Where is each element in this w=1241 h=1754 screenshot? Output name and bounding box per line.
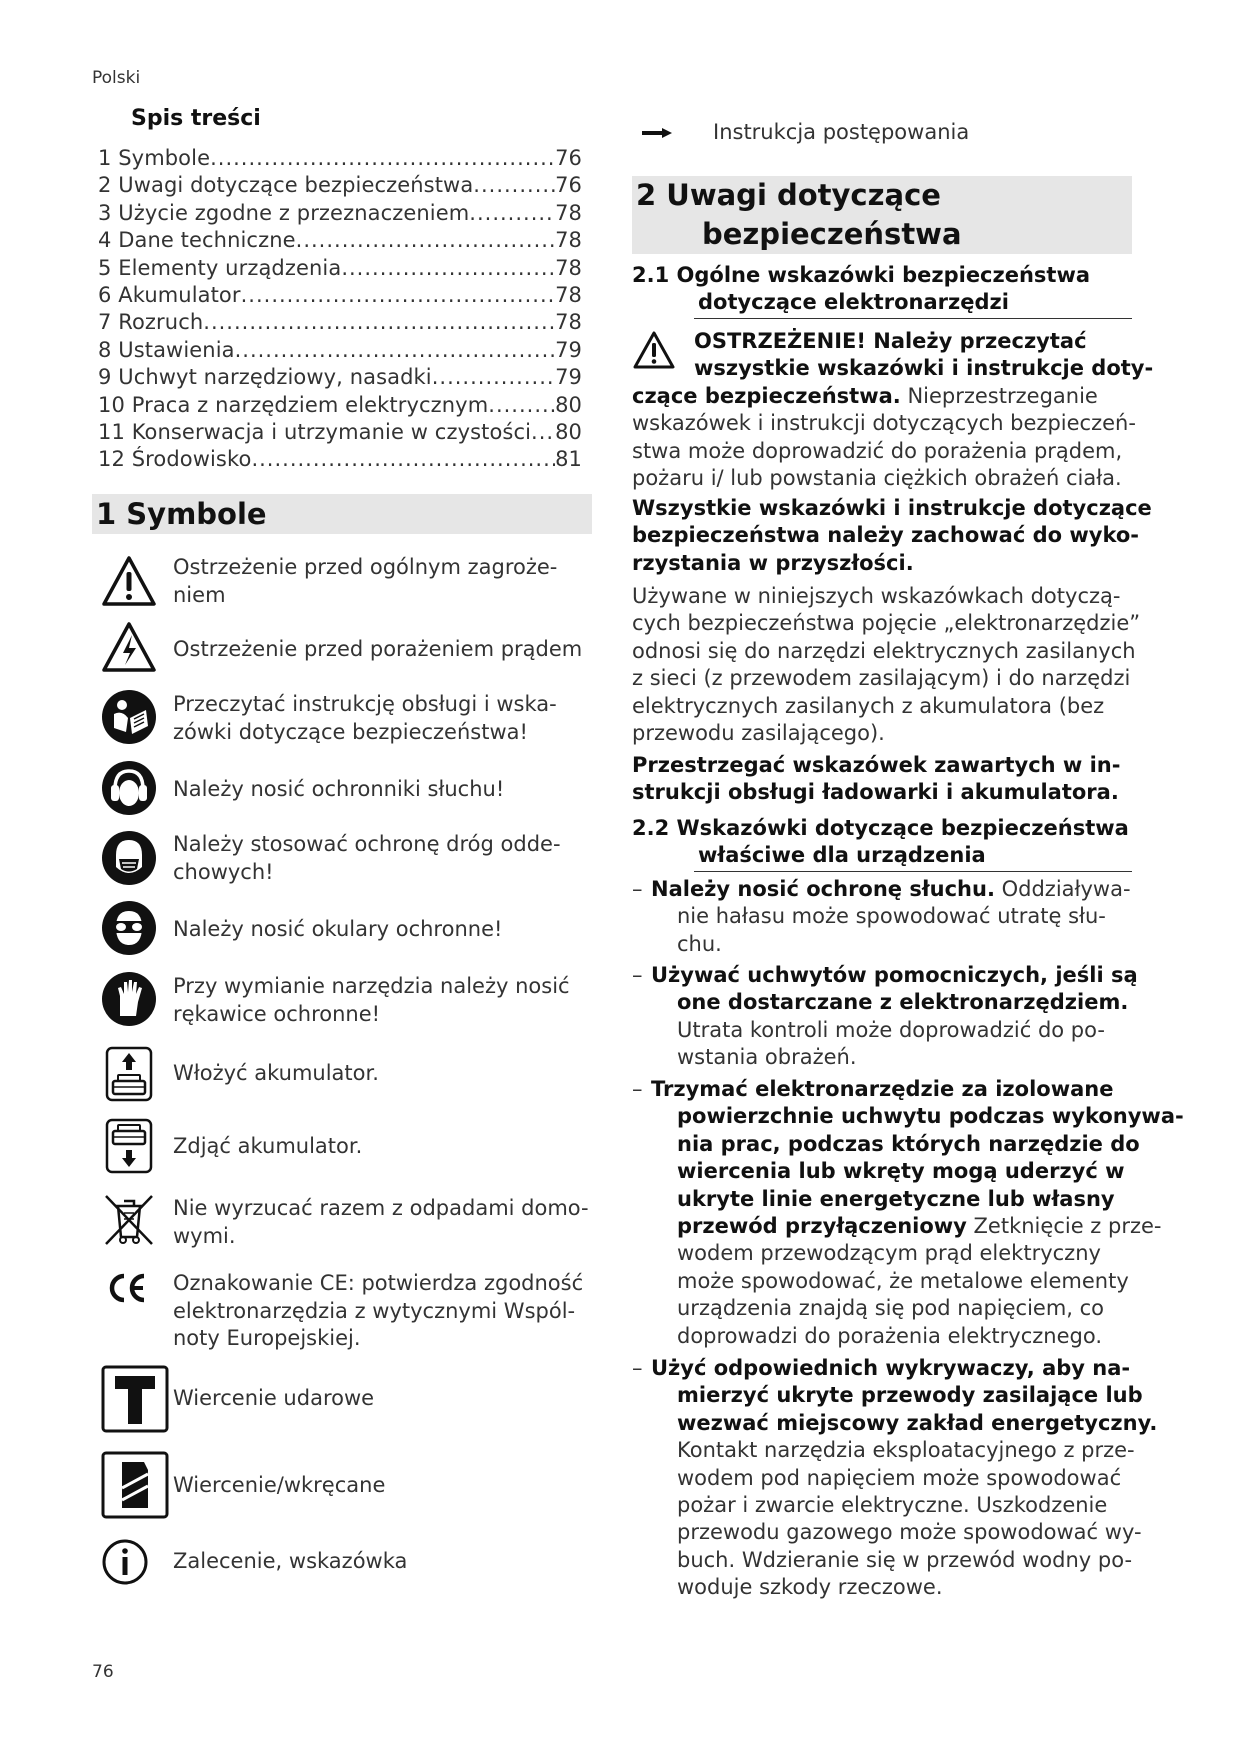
warning-bold-tail: czące bezpieczeństwa. bbox=[632, 383, 901, 408]
toc-item-label: 6 Akumulator bbox=[98, 282, 241, 307]
symbol-text-line: chowych! bbox=[173, 859, 274, 884]
symbol-description bbox=[173, 776, 588, 804]
toc-item[interactable] bbox=[98, 393, 582, 420]
symbol-text-line: Włożyć akumulator. bbox=[173, 1061, 379, 1085]
charger-instructions-paragraph bbox=[632, 752, 1132, 807]
bullet-text: Zetknięcie z prze- bbox=[966, 1214, 1162, 1239]
toc-item-label: 3 Użycie zgodne z przeznaczeniem bbox=[98, 200, 470, 225]
bullet-dash: – bbox=[632, 963, 643, 987]
bullet-bold-text: ukryte linie energetyczne lub własny bbox=[677, 1186, 1115, 1211]
warning-paragraph bbox=[632, 328, 1154, 492]
safety-goggles-icon bbox=[100, 899, 158, 957]
symbol-text-line: niem bbox=[173, 582, 226, 607]
text-line: wodem przewodzącym prąd elektryczny bbox=[677, 1241, 1101, 1266]
text-line: elektrycznych zasilanych z akumulatora (bez bbox=[632, 693, 1105, 718]
heading-line: 2.2 Wskazówki dotyczące bezpieczeństwa bbox=[632, 816, 1129, 840]
toc-item[interactable] bbox=[98, 173, 582, 200]
insert-battery-icon bbox=[100, 1045, 158, 1103]
symbol-text-line: wymi. bbox=[173, 1223, 236, 1248]
text-line: Używane w niniejszych wskazówkach dotyczą- bbox=[632, 584, 1121, 608]
page-number: 76 bbox=[92, 1662, 114, 1682]
text-line: Wszystkie wskazówki i instrukcje dotyczące bbox=[632, 496, 1152, 520]
heading-line: dotyczące elektronarzędzi bbox=[698, 290, 1009, 314]
bullet-bold-text: mierzyć ukryte przewody zasilające lub bbox=[677, 1383, 1143, 1408]
toc-item-page: 81 bbox=[555, 447, 582, 472]
subsection-2-2-heading bbox=[632, 815, 1132, 869]
toc-item-page: 79 bbox=[555, 365, 582, 390]
text-line: urządzenia znajdą się pod napięciem, co bbox=[677, 1296, 1105, 1321]
warning-bold-line: wszystkie wskazówki i instrukcje doty- bbox=[694, 356, 1154, 381]
page-language-label: Polski bbox=[92, 68, 141, 88]
respirator-icon bbox=[100, 829, 158, 887]
term-definition-paragraph bbox=[632, 583, 1141, 747]
bullet-dash: – bbox=[632, 1077, 643, 1101]
bullet-text: Oddziaływa- bbox=[994, 877, 1131, 901]
toc-item[interactable] bbox=[98, 447, 582, 474]
toc-item-label: 11 Konserwacja i utrzymanie w czystości bbox=[98, 419, 532, 444]
ear-protection-icon bbox=[100, 759, 158, 817]
toc-item[interactable] bbox=[98, 146, 582, 173]
symbol-text-line: rękawice ochronne! bbox=[173, 1001, 381, 1026]
instruction-arrow-icon bbox=[642, 127, 672, 139]
toc-item-page: 78 bbox=[555, 282, 582, 307]
symbol-text-line: Należy nosić okulary ochronne! bbox=[173, 917, 503, 941]
symbol-description bbox=[173, 1133, 588, 1161]
toc-item-label: 1 Symbole bbox=[98, 146, 211, 170]
text-line: wskazówek i instrukcji dotyczących bezpieczeń- bbox=[632, 411, 1136, 436]
text-line: cych bezpieczeństwa pojęcie „elektronarzędzie” bbox=[632, 611, 1141, 636]
text-line: Utrata kontroli może doprowadzić do po- bbox=[677, 1017, 1105, 1042]
weee-bin-icon bbox=[100, 1190, 158, 1248]
ce-mark-icon bbox=[100, 1260, 158, 1318]
text-line: buch. Wdzieranie się w przewód wodny po- bbox=[677, 1547, 1133, 1572]
text-line: stwa może doprowadzić do porażenia prądem, bbox=[632, 438, 1123, 463]
text-line: może spowodować, że metalowe elementy bbox=[677, 1268, 1129, 1293]
drilling-screwing-icon bbox=[100, 1450, 170, 1520]
text-line: odnosi się do narzędzi elektrycznych zasilanych bbox=[632, 638, 1136, 663]
toc-title: Spis treści bbox=[131, 106, 261, 131]
toc-item-page: 80 bbox=[555, 392, 582, 417]
text-line: pożaru i/ lub powstania ciężkich obrażeń ciała. bbox=[632, 466, 1122, 491]
symbol-description bbox=[173, 1270, 588, 1353]
info-icon bbox=[101, 1538, 149, 1586]
heading-line: 2.1 Ogólne wskazówki bezpieczeństwa bbox=[632, 263, 1091, 287]
text-line: bezpieczeństwa należy zachować do wyko- bbox=[632, 523, 1139, 548]
safety-bullet bbox=[632, 1076, 1184, 1350]
symbol-text-line: Przeczytać instrukcję obsługi i wska- bbox=[173, 692, 557, 716]
symbol-text-line: Należy nosić ochronniki słuchu! bbox=[173, 777, 505, 801]
symbol-text-line: noty Europejskiej. bbox=[173, 1326, 361, 1350]
safety-bullet bbox=[632, 962, 1138, 1072]
text-line: przewodu gazowego może spowodować wy- bbox=[677, 1520, 1142, 1545]
symbol-text-line: Zdjąć akumulator. bbox=[173, 1134, 363, 1158]
toc-item-label: 8 Ustawienia bbox=[98, 337, 235, 362]
symbol-text-line: Nie wyrzucać razem z odpadami domo- bbox=[173, 1196, 589, 1220]
text-line: przewodu zasilającego). bbox=[632, 721, 885, 746]
hammer-drilling-icon bbox=[100, 1364, 170, 1434]
text-line: doprowadzi do porażenia elektrycznego. bbox=[677, 1323, 1103, 1348]
text-line: wstania obrażeń. bbox=[677, 1045, 857, 1070]
toc-item-page: 78 bbox=[555, 255, 582, 280]
gloves-icon bbox=[100, 970, 158, 1028]
bullet-bold-text: nia prac, podczas których narzędzie do bbox=[677, 1131, 1140, 1156]
bullet-bold-text: one dostarczane z elektronarzędziem. bbox=[677, 990, 1129, 1015]
symbol-description bbox=[173, 554, 588, 609]
bullet-dash: – bbox=[632, 877, 643, 901]
subsection-2-1-heading bbox=[632, 262, 1132, 316]
warning-normal-tail: Nieprzestrzeganie bbox=[900, 383, 1098, 408]
symbol-text-line: zówki dotyczące bezpieczeństwa! bbox=[173, 719, 528, 744]
symbol-description bbox=[173, 1472, 588, 1500]
heading-underline bbox=[694, 318, 1132, 319]
symbol-description bbox=[173, 691, 588, 746]
bullet-bold-text: Należy nosić ochronę słuchu. bbox=[651, 877, 995, 901]
bullet-bold-text: Trzymać elektronarzędzie za izolowane bbox=[651, 1077, 1114, 1101]
read-manual-icon bbox=[100, 688, 158, 746]
symbol-text-line: Oznakowanie CE: potwierdza zgodność bbox=[173, 1271, 584, 1295]
symbol-text-line: elektronarzędzia z wytycznymi Wspól- bbox=[173, 1298, 576, 1323]
toc-item-page: 76 bbox=[555, 146, 582, 170]
symbol-description bbox=[173, 831, 588, 886]
bullet-bold-text: Używać uchwytów pomocniczych, jeśli są bbox=[651, 963, 1138, 987]
toc-item-page: 78 bbox=[555, 228, 582, 253]
electric-shock-warning-icon bbox=[100, 619, 158, 677]
toc-item-page: 76 bbox=[555, 173, 582, 198]
text-line: Kontakt narzędzia eksploatacyjnego z prze- bbox=[677, 1438, 1135, 1463]
toc-item[interactable] bbox=[98, 201, 582, 228]
symbol-description bbox=[173, 1060, 588, 1088]
warning-icon bbox=[100, 553, 158, 611]
safety-bullet bbox=[632, 1355, 1158, 1602]
safety-bullet bbox=[632, 876, 1132, 958]
symbol-text-line: Ostrzeżenie przed porażeniem prądem bbox=[173, 637, 583, 661]
warning-bold-line: OSTRZEŻENIE! Należy przeczytać bbox=[694, 329, 1087, 353]
toc-item-label: 7 Rozruch bbox=[98, 310, 204, 335]
toc-item[interactable] bbox=[98, 420, 582, 447]
toc-item-label: 4 Dane techniczne bbox=[98, 228, 296, 253]
instruction-label: Instrukcja postępowania bbox=[713, 120, 970, 144]
bullet-dash: – bbox=[632, 1356, 643, 1380]
text-line: pożar i zwarcie elektryczne. Uszkodzenie bbox=[677, 1493, 1108, 1518]
heading-line: 2 Uwagi dotyczące bbox=[636, 178, 941, 212]
text-line: nie hałasu może spowodować utratę słu- bbox=[677, 904, 1106, 929]
symbol-text-line: Wiercenie udarowe bbox=[173, 1386, 375, 1410]
toc-item-page: 78 bbox=[555, 310, 582, 335]
toc-item-page: 79 bbox=[555, 337, 582, 362]
heading-line: właściwe dla urządzenia bbox=[698, 843, 986, 867]
text-line: wodem pod napięciem może spowodować bbox=[677, 1465, 1122, 1490]
toc-item[interactable] bbox=[98, 256, 582, 283]
safety-section-heading bbox=[632, 176, 1132, 254]
toc-item-label: 9 Uchwyt narzędziowy, nasadki bbox=[98, 365, 432, 390]
toc-item-page: 78 bbox=[555, 200, 582, 225]
symbol-description bbox=[173, 1548, 588, 1576]
symbol-text-line: Należy stosować ochronę dróg odde- bbox=[173, 832, 561, 856]
text-line: strukcji obsługi ładowarki i akumulatora. bbox=[632, 780, 1119, 805]
symbol-description bbox=[173, 636, 588, 664]
toc-item[interactable] bbox=[98, 338, 582, 365]
text-line: chu. bbox=[677, 931, 722, 956]
symbol-description bbox=[173, 1195, 588, 1250]
bullet-bold-text: Użyć odpowiednich wykrywaczy, aby na- bbox=[651, 1356, 1131, 1380]
symbol-text-line: Zalecenie, wskazówka bbox=[173, 1549, 408, 1573]
heading-line: bezpieczeństwa bbox=[702, 217, 962, 251]
toc-item-label: 5 Elementy urządzenia bbox=[98, 255, 342, 280]
toc-item-label: 2 Uwagi dotyczące bezpieczeństwa bbox=[98, 173, 474, 198]
text-line: woduje szkody rzeczowe. bbox=[677, 1575, 943, 1600]
text-line: z sieci (z przewodem zasilającym) i do narzędzi bbox=[632, 666, 1131, 691]
symbol-text-line: Przy wymianie narzędzia należy nosić bbox=[173, 974, 570, 998]
bullet-bold-text: wiercenia lub wkręty mogą uderzyć w bbox=[677, 1159, 1125, 1184]
table-of-contents bbox=[98, 146, 582, 475]
symbol-text-line: Wiercenie/wkręcane bbox=[173, 1473, 386, 1497]
toc-item[interactable] bbox=[98, 283, 582, 310]
toc-item-label: 10 Praca z narzędziem elektrycznym bbox=[98, 392, 489, 417]
symbol-description bbox=[173, 973, 588, 1028]
toc-item[interactable] bbox=[98, 310, 582, 337]
keep-instructions-paragraph bbox=[632, 495, 1152, 577]
text-line: Przestrzegać wskazówek zawartych w in- bbox=[632, 753, 1121, 777]
bullet-bold-text: powierzchnie uchwytu podczas wykonywa- bbox=[677, 1104, 1184, 1129]
heading-underline bbox=[694, 871, 1132, 872]
text-line: rzystania w przyszłości. bbox=[632, 550, 914, 575]
toc-item[interactable] bbox=[98, 365, 582, 392]
toc-item-label: 12 Środowisko bbox=[98, 447, 252, 472]
toc-item[interactable] bbox=[98, 228, 582, 255]
symbol-description bbox=[173, 1385, 588, 1413]
symbol-text-line: Ostrzeżenie przed ogólnym zagroże- bbox=[173, 555, 558, 579]
symbols-section-heading: 1 Symbole bbox=[92, 494, 592, 534]
toc-item-page: 80 bbox=[555, 419, 582, 444]
bullet-bold-text: wezwać miejscowy zakład energetyczny. bbox=[677, 1410, 1158, 1435]
symbol-description bbox=[173, 916, 588, 944]
remove-battery-icon bbox=[100, 1117, 158, 1175]
bullet-bold-text: przewód przyłączeniowy bbox=[677, 1214, 967, 1239]
